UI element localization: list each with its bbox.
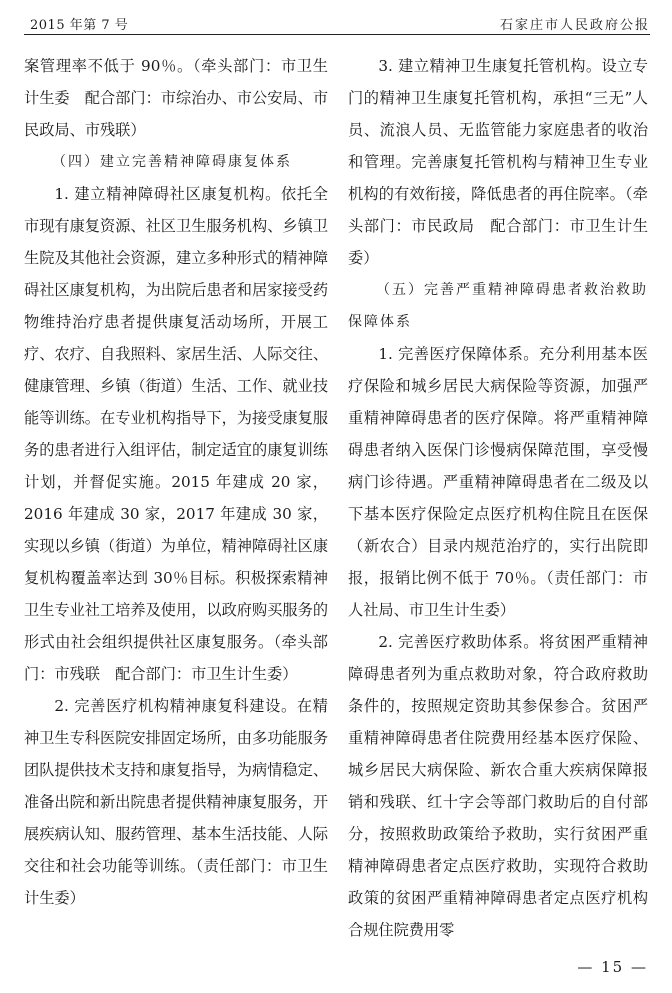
left-column <box>24 50 328 914</box>
publication-title: 石家庄市人民政府公报 <box>499 18 650 33</box>
section-heading: （五）完善严重精神障碍患者救治救助保障体系 <box>348 282 648 330</box>
body-paragraph: 2. 完善医疗机构精神康复科建设。在精神卫生专科医院安排固定场所，由多功能服务团队提供技术支持和康复指导，为病情稳定、准备出院和新出院患者提供精神康复服务，开展疾病认知、服药管理、基本生活技能、人际交往和社会功能等训练。（责任部门：市卫生计生委） <box>24 697 328 907</box>
body-paragraph: 1. 建立精神障碍社区康复机构。依托全市现有康复资源、社区卫生服务机构、乡镇卫生院及其他社会资源，建立多种形式的精神障碍社区康复机构，为出院后患者和居家接受药物维持治疗患者提供康复活动场所，开展工疗、农疗、自我照料、家居生活、人际交往、健康管理、乡镇（街道）生活、工作、就业技能等训练。在专业机构指导下，为接受康复服务的患者进行入组评估，制定适宜的康复训练计划，并督促实施。2015 年建成 20 家，2016 年建成 30 家，2017 年建成 30 家，实现以乡镇（街道）为单位，精神障碍社区康复机构覆盖率达到 30％目标。积极探索精神卫生专业社工培养及使用，以政府购买服务的形式由社会组织提供社区康复服务。（牵头部门：市残联 配合部门：市卫生计生委） <box>24 185 328 683</box>
section-heading: （四）建立完善精神障碍康复体系 <box>52 154 292 170</box>
body-paragraph: 2. 完善医疗救助体系。将贫困严重精神障碍患者列为重点救助对象，符合政府救助条件的，按照规定资助其参保参合。贫困严重精神障碍患者住院费用经基本医疗保险、城乡居民大病保险、新农合重大疾病保障报销和残联、红十字会等部门救助后的自付部分，按照救助政策给予救助，实行贫困严重精神障碍患者定点医疗救助，实现符合救助政策的贫困严重精神障碍患者定点医疗机构合规住院费用零 <box>348 633 648 939</box>
body-paragraph: 3. 建立精神卫生康复托管机构。设立专门的精神卫生康复托管机构，承担“三无”人员、流浪人员、无监管能力家庭患者的收治和管理。完善康复托管机构与精神卫生专业机构的有效衔接，降低患者的再住院率。（牵头部门：市民政局 配合部门：市卫生计生委） <box>348 57 648 267</box>
body-paragraph: 1. 完善医疗保障体系。充分利用基本医疗保险和城乡居民大病保险等资源，加强严重精神障碍患者的医疗保障。将严重精神障碍患者纳入医保门诊慢病保障范围，享受慢病门诊待遇。严重精神障碍患者在二级及以下基本医疗保险定点医疗机构住院且在医保（新农合）目录内规范治疗的，实行出院即报，报销比例不低于 70％。（责任部门：市人社局、市卫生计生委） <box>348 345 648 619</box>
page-header <box>24 12 650 36</box>
page-number: — 15 — <box>577 958 648 976</box>
right-column <box>348 50 648 946</box>
continuation-paragraph: 案管理率不低于 90％。（牵头部门：市卫生计生委 配合部门：市综治办、市公安局、市民政局、市残联） <box>24 57 328 139</box>
header-rule <box>24 34 650 35</box>
issue-number: 2015 年第 7 号 <box>30 18 129 33</box>
